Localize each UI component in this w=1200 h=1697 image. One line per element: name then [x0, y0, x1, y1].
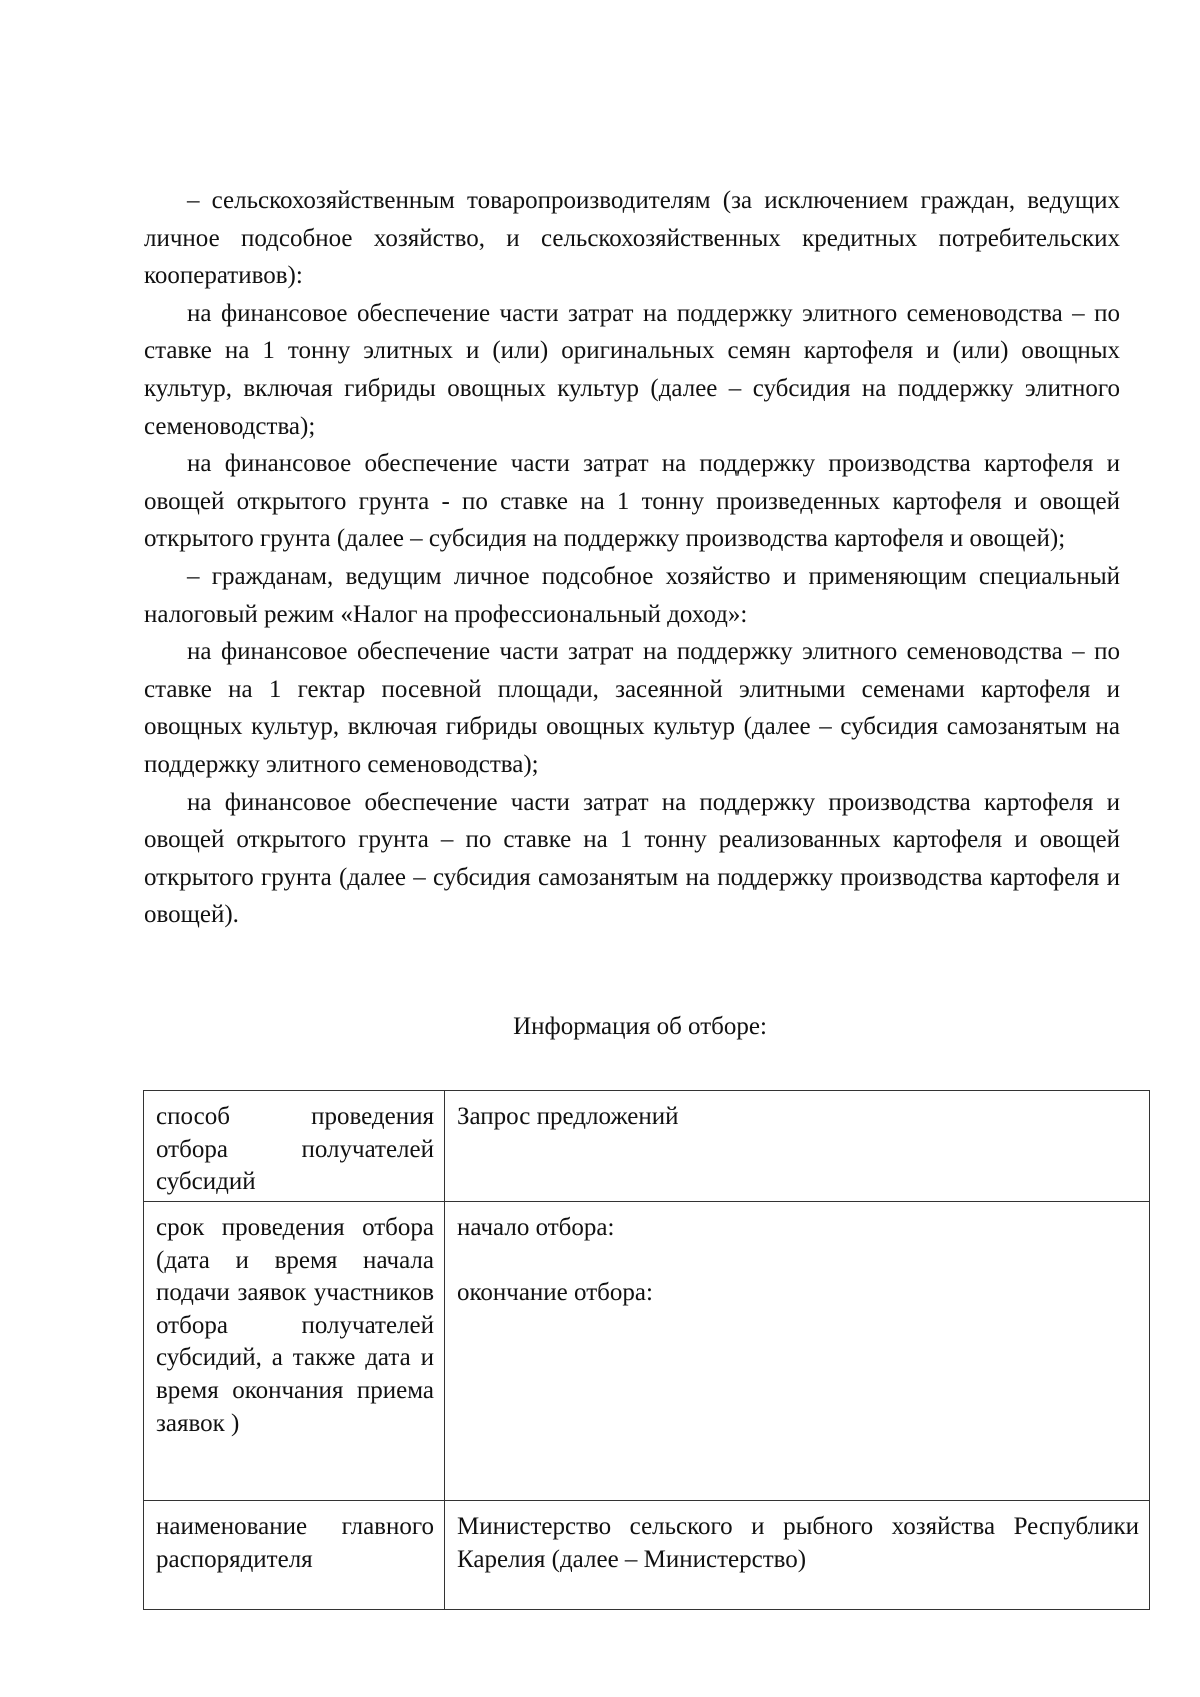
paragraph-recipients-citizens: – гражданам, ведущим личное подсобное хозяйство и применяющим специальный налоговый режим «Налог на профессиональный доход»: — [144, 562, 1120, 628]
blank-line — [457, 1245, 1139, 1278]
selection-start-label: начало отбора: — [457, 1214, 615, 1241]
paragraph-recipients-producers: – сельскохозяйственным товаропроизводителям (за исключением граждан, ведущих личное подсобное хозяйство, и сельскохозяйственных кредитных потребительских кооперативов): — [144, 187, 1120, 290]
table-cell-label: срок проведения отбора (дата и время начала подачи заявок участников отбора получателей субсидий, а также дата и время окончания приема заявок ) — [144, 1202, 445, 1501]
table-row — [144, 1501, 1150, 1610]
table-cell-value — [445, 1202, 1150, 1501]
table-cell-label: способ проведения отбора получателей субсидий — [144, 1091, 445, 1202]
paragraph-selfemployed-potato-vegetable-subsidy: на финансовое обеспечение части затрат на поддержку производства картофеля и овощей открытого грунта – по ставке на 1 тонну реализованных картофеля и овощей открытого грунта (далее – субсидия самозанятым на поддержку производства картофеля и овощей). — [144, 788, 1120, 929]
table-row — [144, 1091, 1150, 1202]
paragraph-selfemployed-elite-seed-subsidy: на финансовое обеспечение части затрат на поддержку элитного семеноводства – по ставке на 1 гектар посевной площади, засеянной элитными семенами картофеля и овощных культур, включая гибриды овощных культур (далее – субсидия самозанятым на поддержку элитного семеноводства); — [144, 638, 1120, 778]
paragraph-elite-seed-subsidy: на финансовое обеспечение части затрат на поддержку элитного семеноводства – по ставке на 1 тонну элитных и (или) оригинальных семян картофеля и (или) овощных культур, включая гибриды овощных культур (далее – субсидия на поддержку элитного семеноводства); — [144, 299, 1120, 440]
selection-end-label: окончание отбора: — [457, 1279, 653, 1307]
table-cell-label: наименование главного распорядителя — [144, 1501, 445, 1610]
table-cell-value: Министерство сельского и рыбного хозяйства Республики Карелия (далее – Министерство) — [445, 1501, 1150, 1610]
table-cell-value: Запрос предложений — [445, 1091, 1150, 1202]
paragraph-potato-vegetable-subsidy: на финансовое обеспечение части затрат на поддержку производства картофеля и овощей открытого грунта - по ставке на 1 тонну произведенных картофеля и овощей открытого грунта (далее – субсидия на поддержку производства картофеля и овощей); — [144, 450, 1120, 553]
selection-info-table — [143, 1090, 1150, 1610]
table-row — [144, 1202, 1150, 1501]
body-text — [144, 182, 1120, 934]
section-title: Информация об отборе: — [513, 1013, 767, 1040]
